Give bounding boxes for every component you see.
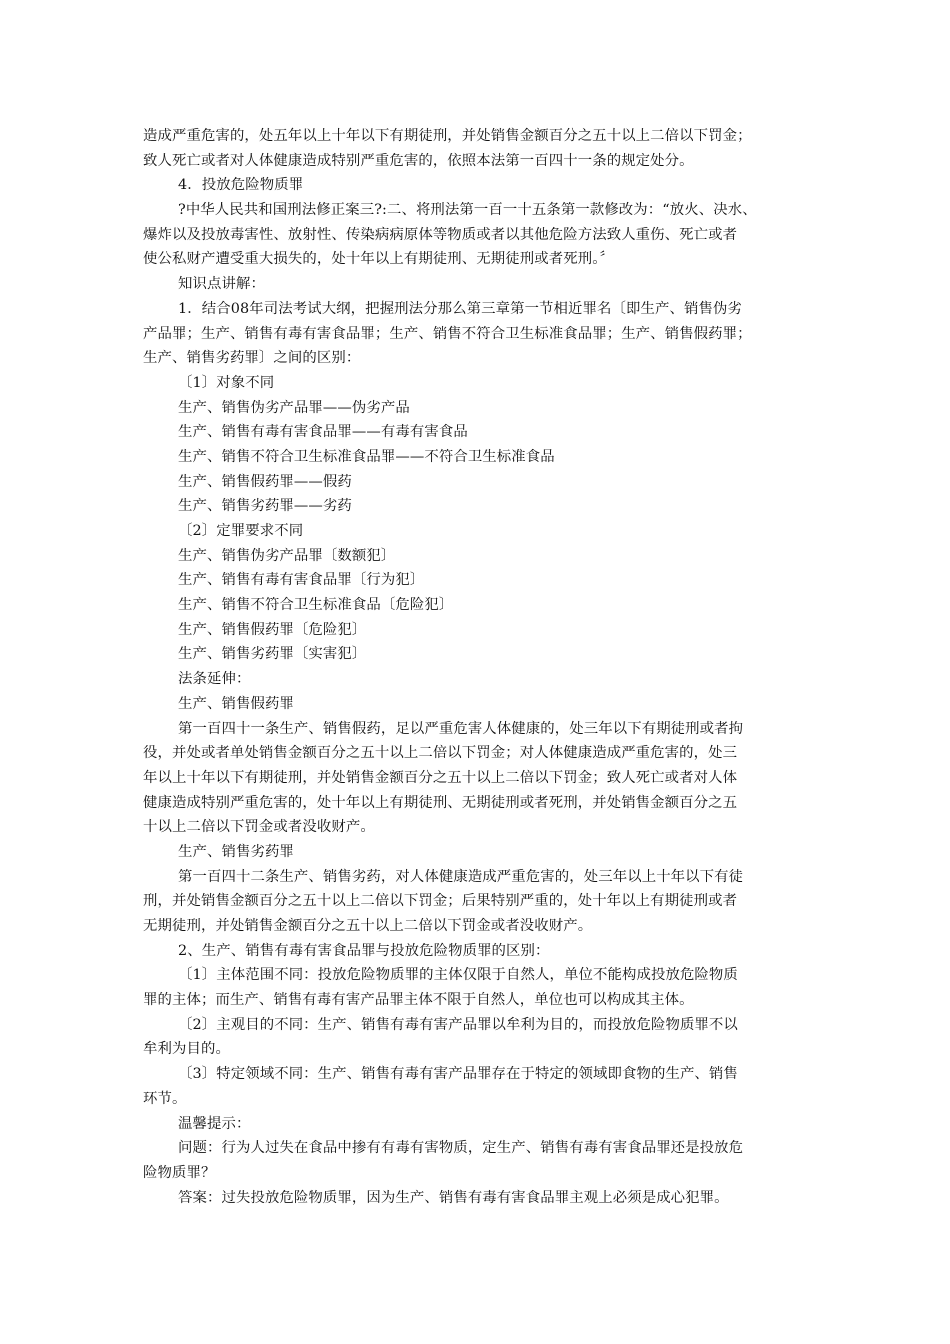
text-line: 十以上二倍以下罚金或者没收财产。 <box>143 819 375 836</box>
text-line: 知识点讲解： <box>178 276 265 293</box>
text-line: 生产、销售伪劣产品罪〔数额犯〕 <box>178 547 396 564</box>
text-line: 罪的主体；而生产、销售有毒有害产品罪主体不限于自然人，单位也可以构成其主体。 <box>143 992 694 1009</box>
text-line: 生产、销售假药罪——假药 <box>178 473 352 490</box>
text-line: 〔1〕对象不同 <box>178 374 275 391</box>
text-line: 〔2〕定罪要求不同 <box>178 523 304 539</box>
text-line: 温馨提示： <box>178 1115 251 1132</box>
text-line: ?中华人民共和国刑法修正案三?:二、将刑法第一百一十五条第一款修改为：“放火、决水、 <box>178 202 757 219</box>
text-line: 造成严重危害的，处五年以上十年以下有期徒刑，并处销售金额百分之五十以上二倍以下罚金； <box>143 128 752 144</box>
text-line: 生产、销售劣药罪〕之间的区别： <box>143 350 361 367</box>
text-line: 使公私财产遭受重大损失的，处十年以上有期徒刑、无期徒刑或者死刑。〞 <box>143 251 614 268</box>
text-line: 生产、销售伪劣产品罪——伪劣产品 <box>178 399 410 416</box>
text-line: 无期徒刑，并处销售金额百分之五十以上二倍以下罚金或者没收财产。 <box>143 918 593 934</box>
text-line: 致人死亡或者对人体健康造成特别严重危害的，依照本法第一百四十一条的规定处分。 <box>143 152 694 169</box>
text-line: 答案：过失投放危险物质罪，因为生产、销售有毒有害食品罪主观上必须是成心犯罪。 <box>178 1189 729 1206</box>
text-line: 〔2〕主观目的不同：生产、销售有毒有害产品罪以牟利为目的，而投放危险物质罪不以 <box>178 1016 738 1033</box>
text-line: 刑，并处销售金额百分之五十以上二倍以下罚金；后果特别严重的，处十年以上有期徒刑或者 <box>143 893 738 910</box>
text-line: 问题：行为人过失在食品中掺有有毒有害物质，定生产、销售有毒有害食品罪还是投放危 <box>178 1140 744 1157</box>
text-line: 法条延伸： <box>178 671 251 688</box>
text-line: 险物质罪？ <box>143 1164 216 1181</box>
text-line: 生产、销售假药罪 <box>178 695 294 712</box>
text-line: 爆炸以及投放毒害性、放射性、传染病病原体等物质或者以其他危险方法致人重伤、死亡或者 <box>143 226 738 243</box>
text-line: 牟利为目的。 <box>143 1041 230 1058</box>
text-line: 环节。 <box>143 1090 187 1107</box>
document-body <box>143 124 811 1210</box>
text-line: 健康造成特别严重危害的，处十年以上有期徒刑、无期徒刑或者死刑，并处销售金额百分之五 <box>143 794 738 811</box>
text-line: 生产、销售不符合卫生标准食品罪——不符合卫生标准食品 <box>178 448 555 465</box>
text-line: 生产、销售劣药罪 <box>178 843 294 860</box>
text-line: 1．结合08年司法考试大纲，把握刑法分那么第三章第一节相近罪名〔即生产、销售伪劣 <box>178 300 742 317</box>
text-line: 生产、销售劣药罪〔实害犯〕 <box>178 646 367 663</box>
text-line: 生产、销售劣药罪——劣药 <box>178 498 352 515</box>
text-line: 2、生产、销售有毒有害食品罪与投放危险物质罪的区别： <box>178 942 550 959</box>
text-line: 生产、销售不符合卫生标准食品〔危险犯〕 <box>178 597 454 614</box>
text-line: 生产、销售假药罪〔危险犯〕 <box>178 621 367 638</box>
text-line: 役，并处或者单处销售金额百分之五十以上二倍以下罚金；对人体健康造成严重危害的，处三 <box>143 745 738 762</box>
text-line: 生产、销售有毒有害食品罪〔行为犯〕 <box>178 572 425 589</box>
text-line: 〔3〕特定领域不同：生产、销售有毒有害产品罪存在于特定的领域即食物的生产、销售 <box>178 1066 738 1083</box>
text-line: 年以上十年以下有期徒刑，并处销售金额百分之五十以上二倍以下罚金；致人死亡或者对人体 <box>143 769 738 786</box>
text-line: 〔1〕主体范围不同：投放危险物质罪的主体仅限于自然人，单位不能构成投放危险物质 <box>178 967 738 984</box>
text-line: 4．投放危险物质罪 <box>178 177 304 194</box>
text-line: 生产、销售有毒有害食品罪——有毒有害食品 <box>178 424 468 441</box>
text-line: 第一百四十二条生产、销售劣药，对人体健康造成严重危害的，处三年以上十年以下有徒 <box>178 868 744 885</box>
text-line: 第一百四十一条生产、销售假药，足以严重危害人体健康的，处三年以下有期徒刑或者拘 <box>178 720 744 737</box>
text-line: 产品罪；生产、销售有毒有害食品罪；生产、销售不符合卫生标准食品罪；生产、销售假药罪； <box>143 325 752 342</box>
